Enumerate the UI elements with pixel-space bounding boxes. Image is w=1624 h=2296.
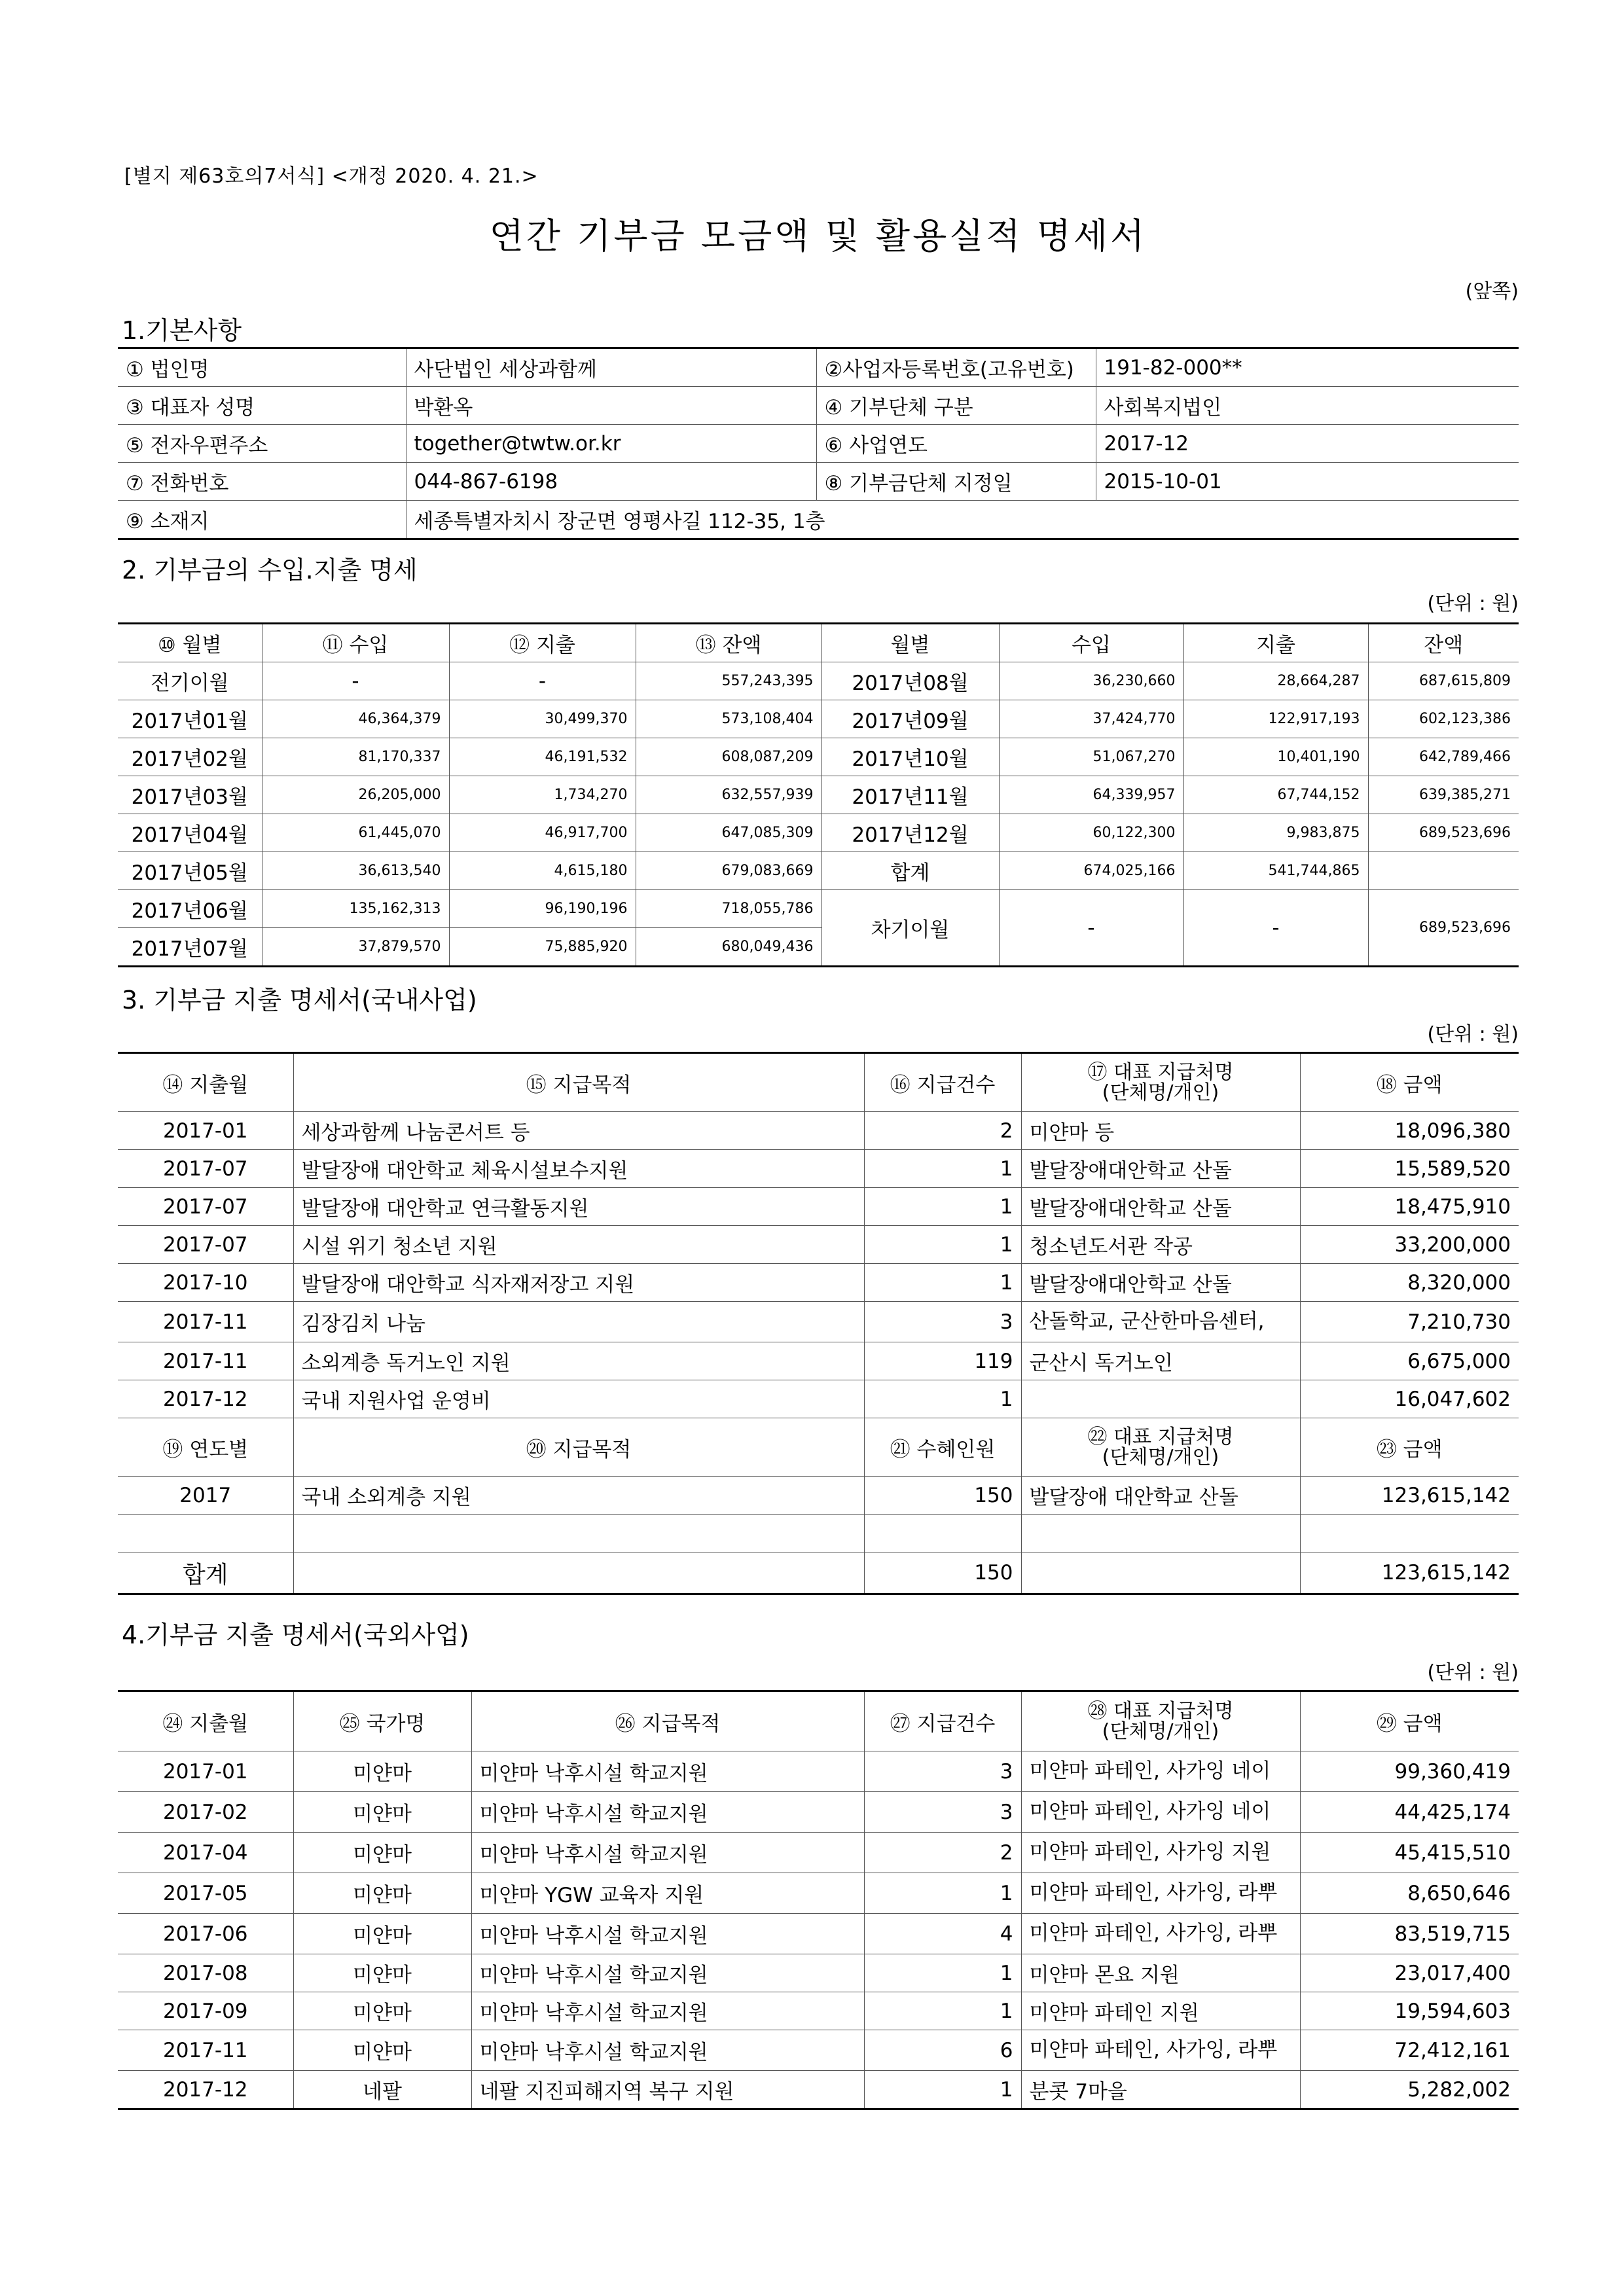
month-cell: 2017년10월 (821, 738, 999, 776)
expense-cell: 9,983,875 (1183, 814, 1368, 852)
income-cell: 64,339,957 (999, 776, 1183, 814)
column-header (1021, 1418, 1300, 1477)
balance-cell: 679,083,669 (636, 852, 821, 890)
month-cell: 2017년08월 (821, 662, 999, 700)
table-row (118, 1792, 1519, 1833)
table-row (118, 890, 1519, 928)
empty-cell (293, 1552, 864, 1594)
balance-cell: 639,385,271 (1368, 776, 1519, 814)
payee-cell (1021, 1380, 1300, 1418)
empty-cell (864, 1515, 1021, 1552)
month-cell: 2017-11 (118, 1342, 293, 1380)
month-cell: 2017-12 (118, 1380, 293, 1418)
payee-cell: 발달장애대안학교 산돌 (1021, 1264, 1300, 1302)
overseas-expense-table (118, 1690, 1519, 2110)
amount-cell: 18,475,910 (1300, 1188, 1519, 1226)
count-cell: 1 (864, 1873, 1021, 1914)
count-cell: 4 (864, 1914, 1021, 1954)
column-header: ⑱ 금액 (1300, 1053, 1519, 1112)
payee-cell: 분콧 7마을 (1021, 2071, 1300, 2109)
income-cell: 26,205,000 (262, 776, 449, 814)
field-value: together@twtw.or.kr (406, 425, 816, 463)
amount-cell: 18,096,380 (1300, 1112, 1519, 1150)
table-row (118, 1053, 1519, 1112)
table-row (118, 1552, 1519, 1594)
field-value: 2017-12 (1096, 425, 1519, 463)
column-header: ⑲ 연도별 (118, 1418, 293, 1477)
empty-cell (1021, 1552, 1300, 1594)
table-row (118, 1751, 1519, 1792)
table-row (118, 852, 1519, 890)
table-row (118, 662, 1519, 700)
column-header: ㉙ 금액 (1300, 1691, 1519, 1751)
payee-header-line2: (단체명/개인) (1102, 1446, 1219, 1469)
count-cell: 1 (864, 2071, 1021, 2109)
column-header: ⑪ 수입 (262, 624, 449, 662)
column-header: 월별 (821, 624, 999, 662)
amount-cell: 123,615,142 (1300, 1477, 1519, 1515)
field-label: ④ 기부단체 구분 (816, 387, 1096, 425)
month-cell: 2017-01 (118, 1112, 293, 1150)
expense-cell: 46,191,532 (449, 738, 636, 776)
month-cell: 2017년06월 (118, 890, 262, 928)
amount-cell: 6,675,000 (1300, 1342, 1519, 1380)
payee-cell: 미얀마 파테인, 사가잉, 라뿌 (1021, 2030, 1300, 2071)
year-cell: 2017 (118, 1477, 293, 1515)
field-value: 2015-10-01 (1096, 463, 1519, 501)
amount-cell: 8,650,646 (1300, 1873, 1519, 1914)
field-value: 박환옥 (406, 387, 816, 425)
column-header: ㉓ 금액 (1300, 1418, 1519, 1477)
count-cell: 1 (864, 1226, 1021, 1264)
month-cell: 2017년02월 (118, 738, 262, 776)
document-title: 연간 기부금 모금액 및 활용실적 명세서 (489, 215, 1147, 257)
table-row (118, 348, 1519, 387)
table-row (118, 1150, 1519, 1188)
balance-cell: 632,557,939 (636, 776, 821, 814)
count-cell: 2 (864, 1112, 1021, 1150)
purpose-cell: 미얀마 낙후시설 학교지원 (471, 1914, 864, 1954)
expense-cell: 67,744,152 (1183, 776, 1368, 814)
amount-cell: 19,594,603 (1300, 1992, 1519, 2030)
purpose-cell: 미얀마 YGW 교육자 지원 (471, 1873, 864, 1914)
table-row (118, 1112, 1519, 1150)
balance-cell: 608,087,209 (636, 738, 821, 776)
amount-cell: 15,589,520 (1300, 1150, 1519, 1188)
balance-cell: 642,789,466 (1368, 738, 1519, 776)
field-label: ⑨ 소재지 (118, 501, 406, 539)
month-cell: 전기이월 (118, 662, 262, 700)
purpose-cell: 미얀마 낙후시설 학교지원 (471, 1954, 864, 1992)
country-cell: 미얀마 (293, 1833, 471, 1873)
income-expense-table (118, 622, 1519, 967)
amount-cell: 8,320,000 (1300, 1264, 1519, 1302)
section3-unit: (단위 : 원) (1427, 1023, 1519, 1046)
amount-cell: 16,047,602 (1300, 1380, 1519, 1418)
month-cell: 2017-08 (118, 1954, 293, 1992)
month-cell: 2017-01 (118, 1751, 293, 1792)
purpose-cell: 미얀마 낙후시설 학교지원 (471, 1792, 864, 1833)
column-header: ⑳ 지급목적 (293, 1418, 864, 1477)
field-label: ③ 대표자 성명 (118, 387, 406, 425)
country-cell: 미얀마 (293, 1751, 471, 1792)
table-row (118, 463, 1519, 501)
amount-cell: 45,415,510 (1300, 1833, 1519, 1873)
purpose-cell: 국내 소외계층 지원 (293, 1477, 864, 1515)
column-header: ⑫ 지출 (449, 624, 636, 662)
balance-cell: 689,523,696 (1368, 890, 1519, 967)
field-label: ⑦ 전화번호 (118, 463, 406, 501)
field-label: ⑧ 기부금단체 지정일 (816, 463, 1096, 501)
payee-cell: 청소년도서관 작공 (1021, 1226, 1300, 1264)
income-cell: 60,122,300 (999, 814, 1183, 852)
balance-cell: 573,108,404 (636, 700, 821, 738)
amount-cell: 5,282,002 (1300, 2071, 1519, 2109)
count-cell: 1 (864, 1150, 1021, 1188)
people-cell: 150 (864, 1477, 1021, 1515)
income-cell: 61,445,070 (262, 814, 449, 852)
month-cell: 2017년11월 (821, 776, 999, 814)
payee-cell: 미얀마 파테인, 사가잉, 라뿌 (1021, 1873, 1300, 1914)
field-value: 사회복지법인 (1096, 387, 1519, 425)
column-header: ⑭ 지출월 (118, 1053, 293, 1112)
payee-header-line1: ㉒ 대표 지급처명 (1087, 1425, 1234, 1448)
month-cell: 2017년04월 (118, 814, 262, 852)
balance-cell: 687,615,809 (1368, 662, 1519, 700)
purpose-cell: 김장김치 나눔 (293, 1302, 864, 1342)
country-cell: 미얀마 (293, 1873, 471, 1914)
section2-title: 2. 기부금의 수입.지출 명세 (122, 556, 418, 584)
count-cell: 1 (864, 1380, 1021, 1418)
field-label: ②사업자등록번호(고유번호) (816, 348, 1096, 387)
domestic-expense-table (118, 1052, 1519, 1595)
column-header: 지출 (1183, 624, 1368, 662)
expense-cell: 96,190,196 (449, 890, 636, 928)
payee-cell: 발달장애대안학교 산돌 (1021, 1150, 1300, 1188)
section2-unit: (단위 : 원) (1427, 592, 1519, 615)
month-cell: 2017-04 (118, 1833, 293, 1873)
total-label: 합계 (118, 1552, 293, 1594)
table-row (118, 387, 1519, 425)
month-cell: 2017년05월 (118, 852, 262, 890)
column-header: ㉔ 지출월 (118, 1691, 293, 1751)
column-header: ⑩ 월별 (118, 624, 262, 662)
month-cell: 2017-07 (118, 1226, 293, 1264)
table-row (118, 501, 1519, 539)
payee-cell: 산돌학교, 군산한마음센터, (1021, 1302, 1300, 1342)
payee-header-line1: ㉘ 대표 지급처명 (1087, 1699, 1234, 1723)
carry-forward-label: 차기이월 (821, 890, 999, 967)
count-cell: 6 (864, 2030, 1021, 2071)
month-cell: 2017년09월 (821, 700, 999, 738)
payee-cell: 군산시 독거노인 (1021, 1342, 1300, 1380)
month-cell: 2017-11 (118, 1302, 293, 1342)
count-cell: 3 (864, 1751, 1021, 1792)
amount-cell: 44,425,174 (1300, 1792, 1519, 1833)
column-header: 수입 (999, 624, 1183, 662)
basic-info-table (118, 347, 1519, 540)
purpose-cell: 시설 위기 청소년 지원 (293, 1226, 864, 1264)
count-cell: 3 (864, 1792, 1021, 1833)
country-cell: 미얀마 (293, 1914, 471, 1954)
table-row (118, 1342, 1519, 1380)
column-header: ㉕ 국가명 (293, 1691, 471, 1751)
payee-cell: 미얀마 파테인 지원 (1021, 1992, 1300, 2030)
payee-cell: 발달장애 대안학교 산돌 (1021, 1477, 1300, 1515)
purpose-cell: 네팔 지진피해지역 복구 지원 (471, 2071, 864, 2109)
count-cell: 1 (864, 1954, 1021, 1992)
section1-title: 1.기본사항 (122, 316, 242, 345)
table-row (118, 700, 1519, 738)
field-value: 191-82-000** (1096, 348, 1519, 387)
purpose-cell: 발달장애 대안학교 식자재저장고 지원 (293, 1264, 864, 1302)
expense-cell: 30,499,370 (449, 700, 636, 738)
field-value: 사단법인 세상과함께 (406, 348, 816, 387)
purpose-cell: 발달장애 대안학교 체육시설보수지원 (293, 1150, 864, 1188)
month-cell: 2017-09 (118, 1992, 293, 2030)
column-header: ⑬ 잔액 (636, 624, 821, 662)
column-header: ⑮ 지급목적 (293, 1053, 864, 1112)
month-cell: 합계 (821, 852, 999, 890)
table-row (118, 1477, 1519, 1515)
table-row (118, 1264, 1519, 1302)
balance-cell: 680,049,436 (636, 928, 821, 967)
section3-title: 3. 기부금 지출 명세서(국내사업) (122, 986, 477, 1014)
payee-cell: 미얀마 파테인, 사가잉, 라뿌 (1021, 1914, 1300, 1954)
country-cell: 미얀마 (293, 1954, 471, 1992)
country-cell: 미얀마 (293, 2030, 471, 2071)
expense-cell: 75,885,920 (449, 928, 636, 967)
purpose-cell: 미얀마 낙후시설 학교지원 (471, 1992, 864, 2030)
purpose-cell: 미얀마 낙후시설 학교지원 (471, 1751, 864, 1792)
expense-cell: 46,917,700 (449, 814, 636, 852)
amount-cell: 83,519,715 (1300, 1914, 1519, 1954)
balance-cell: 647,085,309 (636, 814, 821, 852)
table-row (118, 1302, 1519, 1342)
month-cell: 2017년07월 (118, 928, 262, 967)
purpose-cell: 미얀마 낙후시설 학교지원 (471, 2030, 864, 2071)
income-cell: - (262, 662, 449, 700)
balance-cell: 602,123,386 (1368, 700, 1519, 738)
count-cell: 119 (864, 1342, 1021, 1380)
empty-cell (118, 1515, 293, 1552)
expense-cell: 28,664,287 (1183, 662, 1368, 700)
month-cell: 2017-11 (118, 2030, 293, 2071)
expense-cell: - (1183, 890, 1368, 967)
expense-cell: 4,615,180 (449, 852, 636, 890)
column-header (1021, 1053, 1300, 1112)
amount-cell: 99,360,419 (1300, 1751, 1519, 1792)
payee-cell: 미얀마 파테인, 사가잉 네이 (1021, 1751, 1300, 1792)
field-value: 세종특별자치시 장군면 영평사길 112-35, 1층 (406, 501, 1519, 539)
payee-header-line2: (단체명/개인) (1102, 1081, 1219, 1104)
table-row (118, 425, 1519, 463)
table-row (118, 1691, 1519, 1751)
empty-cell (1021, 1515, 1300, 1552)
income-cell: - (999, 890, 1183, 967)
table-row (118, 1873, 1519, 1914)
income-cell: 36,613,540 (262, 852, 449, 890)
total-amount-cell: 123,615,142 (1300, 1552, 1519, 1594)
payee-cell: 미얀마 파테인, 사가잉 네이 (1021, 1792, 1300, 1833)
country-cell: 미얀마 (293, 1792, 471, 1833)
table-row (118, 1954, 1519, 1992)
field-value: 044-867-6198 (406, 463, 816, 501)
month-cell: 2017-10 (118, 1264, 293, 1302)
total-people-cell: 150 (864, 1552, 1021, 1594)
month-cell: 2017년01월 (118, 700, 262, 738)
column-header (1021, 1691, 1300, 1751)
month-cell: 2017년12월 (821, 814, 999, 852)
field-label: ⑥ 사업연도 (816, 425, 1096, 463)
payee-cell: 미얀마 몬요 지원 (1021, 1954, 1300, 1992)
section4-title: 4.기부금 지출 명세서(국외사업) (122, 1621, 469, 1649)
table-row (118, 1226, 1519, 1264)
income-cell: 81,170,337 (262, 738, 449, 776)
table-row (118, 1418, 1519, 1477)
purpose-cell: 세상과함께 나눔콘서트 등 (293, 1112, 864, 1150)
month-cell: 2017-02 (118, 1792, 293, 1833)
purpose-cell: 미얀마 낙후시설 학교지원 (471, 1833, 864, 1873)
table-row (118, 1188, 1519, 1226)
expense-cell: 541,744,865 (1183, 852, 1368, 890)
income-cell: 37,879,570 (262, 928, 449, 967)
payee-header-line2: (단체명/개인) (1102, 1720, 1219, 1743)
income-cell: 51,067,270 (999, 738, 1183, 776)
table-row (118, 1833, 1519, 1873)
column-header: ㉑ 수혜인원 (864, 1418, 1021, 1477)
table-row (118, 1914, 1519, 1954)
country-cell: 네팔 (293, 2071, 471, 2109)
field-label: ① 법인명 (118, 348, 406, 387)
income-cell: 135,162,313 (262, 890, 449, 928)
month-cell: 2017-07 (118, 1150, 293, 1188)
payee-cell: 미얀마 파테인, 사가잉 지원 (1021, 1833, 1300, 1873)
payee-cell: 미얀마 등 (1021, 1112, 1300, 1150)
table-row (118, 1992, 1519, 2030)
empty-cell (293, 1515, 864, 1552)
expense-cell: 122,917,193 (1183, 700, 1368, 738)
expense-cell: 1,734,270 (449, 776, 636, 814)
income-cell: 36,230,660 (999, 662, 1183, 700)
page-side-label: (앞쪽) (1465, 280, 1519, 303)
table-row (118, 624, 1519, 662)
table-row (118, 2030, 1519, 2071)
section4-unit: (단위 : 원) (1427, 1661, 1519, 1684)
column-header: ⑯ 지급건수 (864, 1053, 1021, 1112)
balance-cell (1368, 852, 1519, 890)
income-cell: 46,364,379 (262, 700, 449, 738)
balance-cell: 689,523,696 (1368, 814, 1519, 852)
table-row (118, 2071, 1519, 2109)
count-cell: 1 (864, 1992, 1021, 2030)
payee-header-line1: ⑰ 대표 지급처명 (1087, 1060, 1234, 1084)
count-cell: 2 (864, 1833, 1021, 1873)
expense-cell: 10,401,190 (1183, 738, 1368, 776)
column-header: ㉖ 지급목적 (471, 1691, 864, 1751)
amount-cell: 33,200,000 (1300, 1226, 1519, 1264)
month-cell: 2017-07 (118, 1188, 293, 1226)
amount-cell: 23,017,400 (1300, 1954, 1519, 1992)
table-row (118, 1380, 1519, 1418)
table-row (118, 738, 1519, 776)
column-header: 잔액 (1368, 624, 1519, 662)
balance-cell: 557,243,395 (636, 662, 821, 700)
payee-cell: 발달장애대안학교 산돌 (1021, 1188, 1300, 1226)
amount-cell: 72,412,161 (1300, 2030, 1519, 2071)
table-row (118, 1515, 1519, 1552)
country-cell: 미얀마 (293, 1992, 471, 2030)
purpose-cell: 소외계층 독거노인 지원 (293, 1342, 864, 1380)
month-cell: 2017년03월 (118, 776, 262, 814)
column-header: ㉗ 지급건수 (864, 1691, 1021, 1751)
count-cell: 3 (864, 1302, 1021, 1342)
table-row (118, 776, 1519, 814)
month-cell: 2017-12 (118, 2071, 293, 2109)
balance-cell: 718,055,786 (636, 890, 821, 928)
month-cell: 2017-05 (118, 1873, 293, 1914)
count-cell: 1 (864, 1188, 1021, 1226)
empty-cell (1300, 1515, 1519, 1552)
field-label: ⑤ 전자우편주소 (118, 425, 406, 463)
month-cell: 2017-06 (118, 1914, 293, 1954)
income-cell: 674,025,166 (999, 852, 1183, 890)
amount-cell: 7,210,730 (1300, 1302, 1519, 1342)
expense-cell: - (449, 662, 636, 700)
table-row (118, 814, 1519, 852)
purpose-cell: 국내 지원사업 운영비 (293, 1380, 864, 1418)
count-cell: 1 (864, 1264, 1021, 1302)
form-reference: [별지 제63호의7서식] <개정 2020. 4. 21.> (124, 165, 539, 188)
income-cell: 37,424,770 (999, 700, 1183, 738)
purpose-cell: 발달장애 대안학교 연극활동지원 (293, 1188, 864, 1226)
